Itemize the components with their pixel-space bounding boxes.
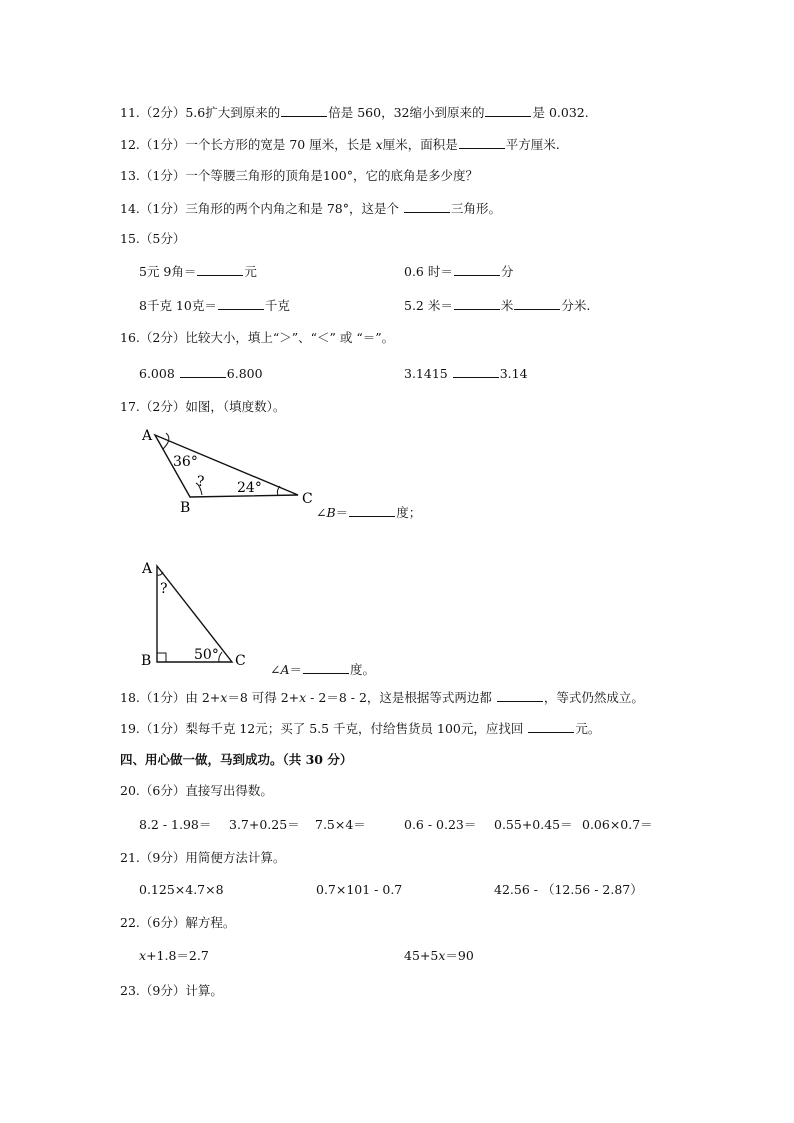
triangle-2-right-angle-mark <box>157 653 166 662</box>
q15-item-4-unit-a: 米 <box>500 298 514 313</box>
q15-blank-2[interactable] <box>454 263 500 276</box>
q23-text: 计算。 <box>185 983 223 998</box>
q19-blank[interactable] <box>528 720 574 733</box>
triangle-1-label-c: C <box>302 491 313 507</box>
q15-item-2-text: 0.6 时＝ <box>404 264 453 279</box>
q18-blank[interactable] <box>497 689 543 702</box>
q18-text-a: 由 2+ <box>185 690 221 705</box>
question-21 <box>120 850 285 866</box>
triangle-1-label-a: A <box>142 428 153 444</box>
q23-score: （9分） <box>139 983 186 998</box>
q20-item-6: 0.06×0.7＝ <box>582 817 653 832</box>
q16-item-1-left: 6.008 <box>139 366 179 381</box>
q17-unit-1: 度； <box>396 505 422 520</box>
q15-blank-4[interactable] <box>454 297 500 310</box>
q12-text-a: 一个长方形的宽是 70 厘米，长是 <box>185 137 376 152</box>
q20-text: 直接写出得数。 <box>185 783 273 798</box>
q16-item-2-right: 3.14 <box>499 366 528 381</box>
q19-score: （1分） <box>139 721 186 736</box>
q17-answer-1 <box>316 504 421 521</box>
q15-item-1-unit: 元 <box>244 264 257 279</box>
q16-item-1 <box>139 365 263 382</box>
q17-equals-1: ＝ <box>335 505 349 520</box>
q19-text-a: 梨每千克 12元；买了 5.5 千克，付给售货员 100元，应找回 <box>185 721 528 736</box>
q16-text: 比较大小，填上“＞”、“＜” 或 “＝”。 <box>185 330 395 345</box>
q15-score: （5分） <box>139 231 186 246</box>
q17-blank-2[interactable] <box>303 661 349 674</box>
q18-text-d: ，等式仍然成立。 <box>543 690 644 705</box>
triangle-figure-1 <box>140 425 325 515</box>
q20-item-1: 8.2 - 1.98＝ <box>139 817 212 832</box>
q12-variable: x <box>375 137 383 152</box>
q15-item-3-unit: 千克 <box>264 298 290 313</box>
q17-text: 如图，（填度数）。 <box>185 399 286 414</box>
q21-text: 用简便方法计算。 <box>185 850 286 865</box>
q15-item-1 <box>139 263 257 280</box>
triangle-1-arc-a <box>163 433 169 449</box>
q17-angle-vertex-2: A <box>280 662 290 677</box>
q19-number: 19. <box>120 721 140 736</box>
q22-eq1-variable: x <box>139 948 147 963</box>
q18-score: （1分） <box>139 690 186 705</box>
q21-score: （9分） <box>139 850 186 865</box>
q18-variable-1: x <box>220 690 228 705</box>
q17-score: （2分） <box>139 399 186 414</box>
q20-item-3: 7.5×4＝ <box>315 817 366 832</box>
q15-item-4 <box>404 297 590 314</box>
q14-score: （1分） <box>139 201 186 216</box>
triangle-1-angle-a: 36° <box>173 454 198 470</box>
q22-text: 解方程。 <box>185 915 236 930</box>
q11-text-a: 5.6扩大到原来的 <box>185 105 281 120</box>
q14-blank[interactable] <box>404 200 450 213</box>
q22-score: （6分） <box>139 915 186 930</box>
question-16 <box>120 330 394 346</box>
question-23 <box>120 983 223 999</box>
q14-number: 14. <box>120 201 140 216</box>
question-12 <box>120 136 560 153</box>
q17-blank-1[interactable] <box>349 504 395 517</box>
q22-equation-1 <box>139 948 209 964</box>
q21-item-2: 0.7×101 - 0.7 <box>316 882 403 897</box>
q18-text-b: ＝8 可得 2+ <box>227 690 300 705</box>
section-4-heading: 四、用心做一做，马到成功。（共 30 分） <box>120 752 353 767</box>
q15-blank-1[interactable] <box>197 263 243 276</box>
q18-variable-2: x <box>299 690 307 705</box>
q16-score: （2分） <box>139 330 186 345</box>
q16-number: 16. <box>120 330 140 345</box>
q22-equation-2 <box>404 948 474 964</box>
question-22 <box>120 915 235 931</box>
q15-blank-3[interactable] <box>218 297 264 310</box>
triangle-1-arc-c <box>277 486 280 495</box>
q12-text-c: 平方厘米. <box>505 137 560 152</box>
q12-score: （1分） <box>139 137 186 152</box>
q22-number: 22. <box>120 915 140 930</box>
question-14 <box>120 200 501 217</box>
q14-text-b: 三角形。 <box>450 201 501 216</box>
q15-number: 15. <box>120 231 140 246</box>
q15-item-3 <box>139 297 290 314</box>
q22-eq2-text-a: 45+5 <box>404 948 439 963</box>
q15-item-3-text: 8千克 10克＝ <box>139 298 217 313</box>
q14-text-a: 三角形的两个内角之和是 78°，这是个 <box>185 201 403 216</box>
triangle-2-label-c: C <box>235 653 246 669</box>
q16-item-2 <box>404 365 528 382</box>
question-18 <box>120 689 644 706</box>
q15-item-4-text: 5.2 米＝ <box>404 298 453 313</box>
q12-text-b: 厘米，面积是 <box>382 137 458 152</box>
q17-angle-symbol-1: ∠ <box>316 505 327 520</box>
q21-item-3: 42.56 - （12.56 - 2.87） <box>494 882 643 897</box>
q22-eq2-text-b: ＝90 <box>445 948 474 963</box>
q16-blank-2[interactable] <box>453 365 499 378</box>
q12-number: 12. <box>120 137 140 152</box>
q15-item-4-unit-b: 分米. <box>561 298 591 313</box>
q11-blank-2[interactable] <box>485 104 531 117</box>
q21-number: 21. <box>120 850 140 865</box>
triangle-1-angle-b: ? <box>197 474 205 490</box>
q18-number: 18. <box>120 690 140 705</box>
q11-number: 11. <box>120 105 140 120</box>
q23-number: 23. <box>120 983 140 998</box>
q20-item-2: 3.7+0.25＝ <box>229 817 300 832</box>
question-11 <box>120 104 589 121</box>
question-15 <box>120 231 185 247</box>
q21-item-1: 0.125×4.7×8 <box>139 882 224 897</box>
question-19 <box>120 720 600 737</box>
q13-number: 13. <box>120 168 140 183</box>
triangle-1-label-b: B <box>180 500 191 515</box>
question-20 <box>120 783 273 799</box>
triangle-2-label-b: B <box>141 653 152 669</box>
q19-text-b: 元。 <box>575 721 601 736</box>
q20-number: 20. <box>120 783 140 798</box>
q16-blank-1[interactable] <box>180 365 226 378</box>
q17-unit-2: 度。 <box>350 662 376 677</box>
q16-item-2-left: 3.1415 <box>404 366 452 381</box>
q15-item-2-unit: 分 <box>500 264 514 279</box>
q11-score: （2分） <box>139 105 186 120</box>
q13-score: （1分） <box>139 168 186 183</box>
triangle-2-angle-c: 50° <box>194 647 219 663</box>
triangle-2-angle-a: ? <box>160 581 168 597</box>
q11-text-c: 是 0.032. <box>532 105 589 120</box>
q13-text: 一个等腰三角形的顶角是100°，它的底角是多少度？ <box>185 168 478 183</box>
q17-angle-symbol-2: ∠ <box>270 662 281 677</box>
q11-text-b: 倍是 560，32缩小到原来的 <box>328 105 485 120</box>
triangle-figure-2 <box>138 558 253 670</box>
q15-blank-5[interactable] <box>514 297 560 310</box>
q12-blank[interactable] <box>459 136 505 149</box>
q20-item-5: 0.55+0.45＝ <box>494 817 573 832</box>
question-13 <box>120 168 478 184</box>
q20-item-4: 0.6 - 0.23＝ <box>404 817 477 832</box>
q16-item-1-right: 6.800 <box>226 366 263 381</box>
triangle-1-angle-c: 24° <box>237 480 262 496</box>
triangle-2-label-a: A <box>142 561 153 577</box>
q18-text-c: - 2＝8 - 2，这是根据等式两边都 <box>306 690 496 705</box>
q15-item-2 <box>404 263 513 280</box>
triangle-2-arc-c <box>219 652 222 662</box>
q22-eq2-variable: x <box>438 948 446 963</box>
q17-equals-2: ＝ <box>289 662 303 677</box>
q15-item-1-text: 5元 9角＝ <box>139 264 197 279</box>
q17-number: 17. <box>120 399 140 414</box>
q20-score: （6分） <box>139 783 186 798</box>
q17-answer-2 <box>270 661 375 678</box>
q17-angle-vertex-1: B <box>326 505 336 520</box>
q22-eq1-text: +1.8＝2.7 <box>146 948 209 963</box>
question-17 <box>120 399 285 415</box>
q11-blank-1[interactable] <box>281 104 327 117</box>
